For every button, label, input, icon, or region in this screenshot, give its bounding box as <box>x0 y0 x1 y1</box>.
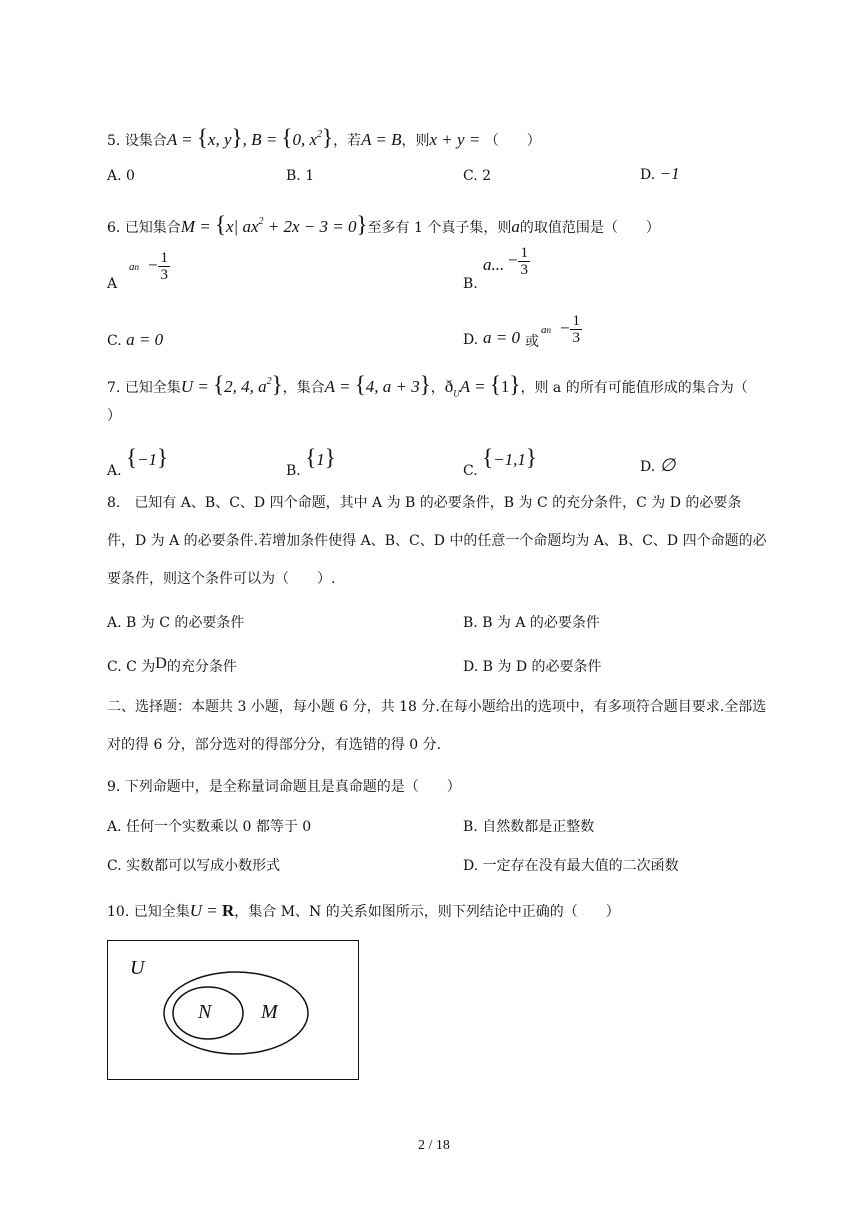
q5-option-b: B. 1 <box>286 168 315 184</box>
q5-option-a: A. 0 <box>107 168 135 184</box>
venn-set-m-ellipse <box>164 972 308 1054</box>
q7-option-a: A. {−1} <box>107 445 169 479</box>
venn-label-u: U <box>130 957 145 979</box>
question-9-stem: 9. 下列命题中，是全称量词命题且是真命题的是（ ） <box>107 779 461 795</box>
venn-diagram <box>107 940 359 1080</box>
question-8-stem: 8. 已知有 A、B、C、D 四个命题，其中 A 为 B 的必要条件，B 为 C 的充分条件，C 为 D 的必要条件，D 为 A 的必要条件.若增加条件使得 A、B、C、D 中的任意一个命题均为 A、B、C、D 四个命题的必要条件，则这个条件可以为（ ）. <box>107 495 767 587</box>
q5-text: 设集合 <box>124 133 167 149</box>
q5-condition: A = B <box>361 130 402 149</box>
q7-complement: $ð_UA = \{1\}$ <box>444 372 521 399</box>
q9-option-b: B. 自然数都是正整数 <box>463 819 595 835</box>
q9-option-a: A. 任何一个实数乘以 0 都等于 0 <box>107 819 312 835</box>
q5-set-a: A = {x, y}, B = {0, $x^2$} <box>166 125 334 150</box>
q9-option-c: C. 实数都可以写成小数形式 <box>107 858 281 874</box>
question-7-stem-cont: ） <box>107 408 121 424</box>
document-page: 5. 设集合A = {x, y}, B = {0, $x^2$}，若A = B，则x + y = （ ） A. 0 B. 1 C. 2 D. −1 6. 已知集合M = {x| $ax^2 + 2x - 3 = 0$}至多有 1 个真子集，则a的取值范围是（ ） A an − $\frac{1}{3}$ B. a... − $\frac{1}{3}$ C. a = 0 D. a = 0 或 an − $\frac{1}{3}$ 7. 已知全集U = {2, 4, $a^2$}，集合A = {4, a + 3}，$ð_UA = \{1\}$，则 a 的所有可能值形成的集合为（ ） A. {−1} B. {1} C. {−1,1} D. ∅ 8. 已知有 A、B、C、D 四个命题，其中 A 为 B 的必要条件，B 为 C 的充分条件，C 为 D 的必要条件，D 为 A 的必要条件.若增加条件使得 A、B、C、D 中的任意一个命题均为 A、B、C、D 四个命题的必要条件，则这个条件可以为（ ）. A. B 为 C 的必要条件 B. B 为 A 的必要条件 C. C 为D的充分条件 D. B 为 D 的必要条件 二、选择题：本题共 3 小题，每小题 6 分，共 18 分.在每小题给出的选项中，有多项符合题目要求.全部选对的得 6 分，部分选对的得部分分，有选错的得 0 分. 9. 下列命题中，是全称量词命题且是真命题的是（ ） A. 任何一个实数乘以 0 都等于 0 B. 自然数都是正整数 C. 实数都可以写成小数形式 D. 一定存在没有最大值的二次函数 10. 已知全集U = R，集合 M、N 的关系如图所示，则下列结论中正确的（ ） U N M 2 / 18 <box>0 0 868 1227</box>
section-2-heading: 二、选择题：本题共 3 小题，每小题 6 分，共 18 分.在每小题给出的选项中，有多项符合题目要求.全部选对的得 6 分，部分选对的得部分分，有选错的得 0 分. <box>107 699 767 753</box>
q7-set-u: U = {2, 4, $a^2$} <box>180 372 283 397</box>
venn-svg <box>108 941 357 1078</box>
q7-set-a: A = {4, a + 3} <box>324 372 431 397</box>
venn-label-m: M <box>261 1001 278 1023</box>
q7-option-c: C. {−1,1} <box>463 445 537 479</box>
q7-option-b: B. {1} <box>286 445 336 479</box>
q8-option-d: D. B 为 D 的必要条件 <box>463 659 602 675</box>
page-number: 2 / 18 <box>418 1138 450 1153</box>
question-7-stem: 7. 已知全集U = {2, 4, $a^2$}，集合A = {4, a + 3}，$ð_UA = \{1\}$，则 a 的所有可能值形成的集合为（ <box>107 372 748 399</box>
q9-option-d: D. 一定存在没有最大值的二次函数 <box>463 858 679 874</box>
question-6-stem: 6. 已知集合M = {x| $ax^2 + 2x - 3 = 0$}至多有 1 个真子集，则a的取值范围是（ ） <box>107 212 660 237</box>
venn-label-n: N <box>198 1001 212 1023</box>
q6-set-m: M = {x| $ax^2 + 2x - 3 = 0$} <box>180 212 368 237</box>
q5-option-c: C. 2 <box>463 168 492 184</box>
question-10-stem: 10. 已知全集U = R，集合 M、N 的关系如图所示，则下列结论中正确的（ ） <box>107 901 620 920</box>
q5-option-d: D. −1 <box>640 164 680 183</box>
q7-option-d: D. ∅ <box>640 455 676 475</box>
q8-option-c: C. C 为D的充分条件 <box>107 655 237 675</box>
q8-option-b: B. B 为 A 的必要条件 <box>463 615 600 631</box>
q10-universal-set: U = R <box>189 901 235 920</box>
q5-expression: x + y = <box>429 130 481 149</box>
q5-number: 5. <box>107 133 121 149</box>
q8-option-a: A. B 为 C 的必要条件 <box>107 615 245 631</box>
question-5-stem: 5. 设集合A = {x, y}, B = {0, $x^2$}，若A = B，则x + y = （ ） <box>107 125 541 150</box>
q6-option-c: C. a = 0 <box>107 330 164 349</box>
answer-paren: （ ） <box>484 133 541 149</box>
